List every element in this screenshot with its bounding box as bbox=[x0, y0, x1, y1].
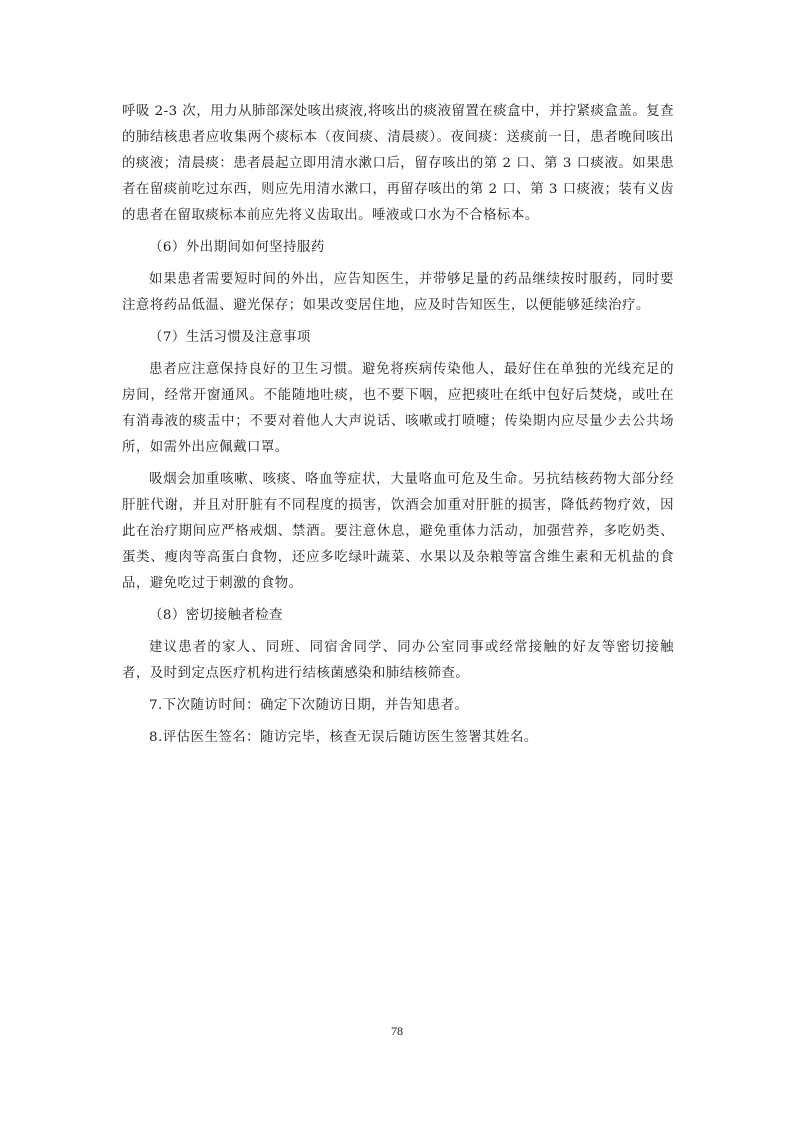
section-heading-8: （8）密切接触者检查 bbox=[149, 608, 284, 623]
section-heading-6: （6）外出期间如何坚持服药 bbox=[149, 240, 325, 255]
paragraph-travel-medication: 如果患者需要短时间的外出，应告知医生，并带够足量的药品继续按时服药，同时要注意将药品低温、避光保存；如果改变居住地，应及时告知医生，以便能够延续治疗。 bbox=[122, 272, 674, 313]
paragraph-hygiene-habits: 患者应注意保持良好的卫生习惯。避免将疾病传染他人，最好住在单独的光线充足的房间，经常开窗通风。不能随地吐痰，也不要下咽，应把痰吐在纸中包好后焚烧，或吐在有消毒液的痰盂中；不要对着他人大声说话、咳嗽或打喷嚏；传染期内应尽量少去公共场所，如需外出应佩戴口罩。 bbox=[122, 362, 674, 455]
paragraph-close-contacts: 建议患者的家人、同班、同宿舍同学、同办公室同事或经常接触的好友等密切接触者，及时到定点医疗机构进行结核菌感染和肺结核筛查。 bbox=[122, 640, 674, 681]
paragraph-next-visit: 7.下次随访时间：确定下次随访日期，并告知患者。 bbox=[149, 698, 469, 713]
paragraph-doctor-signature: 8.评估医生签名：随访完毕，核查无误后随访医生签署其姓名。 bbox=[149, 730, 538, 745]
page-body bbox=[122, 99, 674, 751]
page-number: 78 bbox=[391, 1024, 403, 1038]
paragraph-smoking-drinking: 吸烟会加重咳嗽、咳痰、咯血等症状，大量咯血可危及生命。另抗结核药物大部分经肝脏代谢，并且对肝脏有不同程度的损害，饮酒会加重对肝脏的损害，降低药物疗效，因此在治疗期间应严格戒烟、禁酒。要注意休息，避免重体力活动，加强营养，多吃奶类、蛋类、瘦肉等高蛋白食物，还应多吃绿叶蔬菜、水果以及杂粮等富含维生素和无机盐的食品，避免吃过于刺激的食物。 bbox=[122, 472, 674, 591]
paragraph-sputum-collection: 呼吸 2-3 次，用力从肺部深处咳出痰液,将咳出的痰液留置在痰盒中，并拧紧痰盒盖。复查的肺结核患者应收集两个痰标本（夜间痰、清晨痰）。夜间痰：送痰前一日，患者晚间咳出的痰液；清晨痰：患者晨起立即用清水漱口后，留存咳出的第 2 口、第 3 口痰液。如果患者在留痰前吃过东西，则应先用清水漱口，再留存咳出的第 2 口、第 3 口痰液；装有义齿的患者在留取痰标本前应先将义齿取出。唾液或口水为不合格标本。 bbox=[122, 104, 674, 223]
section-heading-7: （7）生活习惯及注意事项 bbox=[149, 330, 311, 345]
